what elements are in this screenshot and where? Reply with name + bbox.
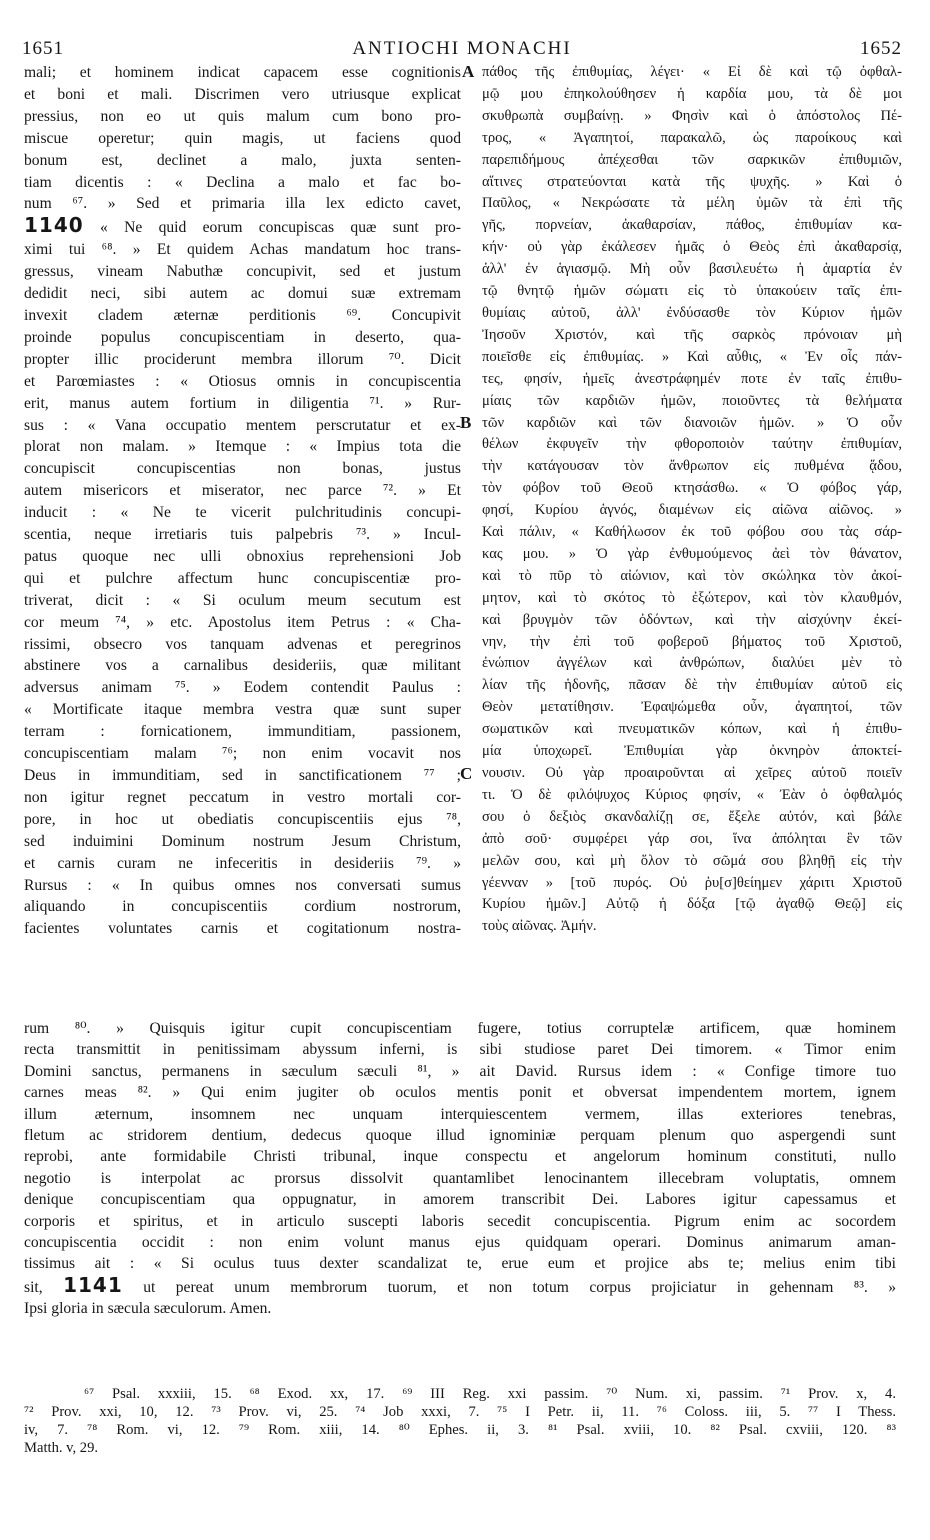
text-line: μία ὑποχωρεῖ. Ἐπιθυμίαι γὰρ ὀκνηρὸν ἀποκτεί- <box>482 743 902 760</box>
text-line: rum ⁸⁰. » Quisquis igitur cupit concupiscentiam fugere, totius corruptelæ artificem, quæ hominem <box>24 1020 896 1037</box>
text-line: facientes voluntates carnis et cogitationum nostra- <box>24 920 461 938</box>
text-line: λίαν τῆς ἡδονῆς, πᾶσαν δὲ τὴν ἐπιθυμίαν αὐτοῦ εἰς <box>482 677 902 694</box>
text-line: cor meum ⁷⁴, » etc. Apostolus item Petrus : « Cha- <box>24 613 461 631</box>
text-line: μίαις τῶν καρδιῶν ἡμῶν, ποιοῦντες τὰ θελήματα <box>482 392 902 409</box>
text-line: « Mortificate itaque membra vestra quæ sunt super <box>24 701 461 719</box>
text-line: θέλων ἐκφυγεῖν τὴν φθοροποιὸν ταύτην ἐπιθυμίαν, <box>482 436 902 453</box>
text-line: νουσιν. Οὐ γὰρ προαιροῦνται αἱ χεῖρες αὐτοῦ ποιεῖν <box>482 765 902 781</box>
text-line: ποιεῖσθε εἰς ἐπιθυμίας. » Καὶ αὖθις, « Ἐν οἷς πάν- <box>482 348 902 365</box>
text-line: denique concupiscentiam qua oppugnatur, in amorem transcribit Dei. Labores igitur capessamus et <box>24 1191 896 1209</box>
right-column-number: 1652 <box>860 38 902 59</box>
column-marker-1141: 1141 <box>63 1274 123 1297</box>
text-line: πάθος τῆς ἐπιθυμίας, λέγει· « Εἰ δὲ καὶ τῷ ὀφθαλ- <box>482 64 902 80</box>
text-line: triverat, dicit : « Si oculum meum secutum est <box>24 591 461 609</box>
text-line: sus : « Vana occupatio mentem perscrutatur et ex- <box>24 416 461 434</box>
margin-letter-c: C <box>460 764 473 783</box>
text-line: carnes meas ⁸². » Qui enim jugiter ob oculos mentis ponit et obversat impendentem mortem, ignem <box>24 1084 896 1102</box>
text-line: σου ὁ δεξιὸς σκανδαλίζῃ σε, ἔξελε αὐτόν, καὶ βάλε <box>482 808 902 825</box>
text-line: plorat non malam. » Itemque : « Impius tota die <box>24 438 461 456</box>
text-line: patus quoque nec ulli obnoxius reprehensioni Job <box>24 547 461 565</box>
text-line: reprobi, ante formidabile Christi tribunal, inque conspectu et angelorum hominum constituti, nullo <box>24 1148 896 1166</box>
text-line: illum æternum, insomnem nec unquam interquiescentem vermem, illas exteriores tenebras, <box>24 1105 896 1123</box>
text-line: τῶν καρδιῶν καὶ τῶν διανοιῶν ἡμῶν. » Ὁ οὖν <box>482 414 902 431</box>
text-line: tissimus ait : « Si oculus tuus dexter scandalizat te, erue eum et projice abs te; melius enim tibi <box>24 1255 896 1273</box>
text-line: θυμίαις αὐτοῦ, ἀλλ' ἐνδύσασθε τὸν Κύριον ἡμῶν <box>482 304 902 321</box>
margin-letter-a: A <box>462 62 475 81</box>
text-line: Κυρίου ἡμῶν.] Αὐτῷ ἡ δόξα [τῷ ἀγαθῷ Θεῷ] εἰς <box>482 896 902 913</box>
text-line: propter illic prociderunt membra illorum ⁷⁰. Dicit <box>24 350 461 368</box>
text-line: καὶ βρυγμὸν τῶν ὀδόντων, καὶ τὴν αἰσχύνην ἐκεί- <box>482 611 902 628</box>
text-line: σωματικῶν καὶ πνευματικῶν κόπων, καὶ ἡ ἐπιθυ- <box>482 721 902 738</box>
column-marker-1140: 1140 <box>24 215 84 238</box>
running-title: ANTIOCHI MONACHI <box>352 38 572 59</box>
text-line: ximi tui ⁶⁸. » Et quidem Achas mandatum hoc trans- <box>24 241 461 259</box>
text-line: Domini sanctus, permanens in sæculum sæculi ⁸¹, » ait David. Rursus idem : « Confige timore tuo <box>24 1062 896 1080</box>
text-line-last: Ipsi gloria in sæcula sæculorum. Amen. <box>24 1300 272 1318</box>
text-line: μῷ μου ἐπηκολούθησεν ἡ καρδία μου, τὰ δὲ μοι <box>482 85 902 102</box>
text-line: iv, 7. ⁷⁸ Rom. vi, 12. ⁷⁹ Rom. xiii, 14. ⁸⁰ Ephes. ii, 3. ⁸¹ Psal. xviii, 10. ⁸² Psal. cxviii, 120. ⁸³ <box>24 1422 896 1438</box>
text-line: τοὺς αἰῶνας. Ἀμήν. <box>482 918 597 935</box>
text-line: ἀλλ' ἐν ἁγιασμῷ. Μὴ οὖν βασιλευέτω ἡ ἁμαρτία ἐν <box>482 261 902 278</box>
text-line: terram : fornicationem, immunditiam, passionem, <box>24 723 461 741</box>
text-line: ⁶⁷ Psal. xxxiii, 15. ⁶⁸ Exod. xx, 17. ⁶⁹ III Reg. xxi passim. ⁷⁰ Num. xi, passim. ⁷¹ Prov. x, 4. <box>84 1386 896 1402</box>
text-line: tiam dicentis : « Declina a malo et fac bo- <box>24 173 461 191</box>
text-line: τες, φησίν, ἡμεῖς ἀνεστράφημέν ποτε ἐν ταῖς ἐπιθυ- <box>482 370 902 387</box>
page-header <box>22 38 902 64</box>
text-line: invexit cladem æternæ perditionis ⁶⁹. Concupivit <box>24 306 461 324</box>
text-line: num ⁶⁷. » Sed et primaria illa lex edicto cavet, <box>24 195 461 213</box>
text-line: τὸν φόβον τοῦ Θεοῦ κτησάσθω. « Ὁ φόβος γάρ, <box>482 480 902 497</box>
text-line: aliquando in concupiscentiis cordium nostrorum, <box>24 898 461 916</box>
text-line: concupiscentiam malam ⁷⁶; non enim vocavit nos <box>24 745 461 763</box>
text-line <box>24 215 461 239</box>
text-line: proinde populus concupiscentiam in deserto, qua- <box>24 328 461 346</box>
margin-letter-b: B <box>460 413 472 432</box>
text-line: scentia, neque irretiaris tuis palpebris ⁷³. » Incul- <box>24 526 461 544</box>
text-line: σκυθρωπὰ συμβαίνῃ. » Φησὶν καὶ ὁ ἀπόστολος Πέ- <box>482 107 902 124</box>
text-line: παρεπιδήμους ἀπέχεσθαι τῶν σαρκικῶν ἐπιθυμιῶν, <box>482 151 902 168</box>
text-line: Ἰησοῦν Χριστόν, καὶ τῆς σαρκὸς πρόνοιαν μὴ <box>482 326 902 343</box>
text-line <box>24 1275 896 1298</box>
text-line: bonum est, declinet a malo, juxta senten- <box>24 151 461 169</box>
text-line: fletum ac stridorem dentium, dedecus quoque illud ignominiæ perquam plenum quo aspergendi sunt <box>24 1127 896 1145</box>
left-column-number: 1651 <box>22 38 64 59</box>
text-line: γῆς, πορνείαν, ἀκαθαρσίαν, πάθος, ἐπιθυμίαν κα- <box>482 217 902 234</box>
text-line-suffix: ut pereat unum membrorum tuorum, et non totum corpus projiciatur in gehennam ⁸³. » <box>143 1278 896 1296</box>
text-line: recta transmittit in penitissimam abyssum inferni, is sibi studiose paret Dei timorem. « Timor enim <box>24 1041 896 1059</box>
text-line: pressius, non eo ut quis malum cum bono pro- <box>24 107 461 125</box>
text-line: concupiscentia occidit : non enim volunt manus ejus quidquam operari. Dominus animarum aman- <box>24 1234 896 1252</box>
text-line: νην, τὴν ἐπὶ τοῦ φοβεροῦ βήματος τοῦ Χριστοῦ, <box>482 633 902 650</box>
text-line: τι. Ὁ δὲ φιλόψυχος Κύριος φησίν, « Ἐὰν ὁ ὀφθαλμός <box>482 786 902 803</box>
text-line: qui et pulchre affectum hunc concupiscentiæ pro- <box>24 569 461 587</box>
text-line: mali; et hominem indicat capacem esse cognitionis <box>24 64 461 81</box>
latin-column <box>24 62 461 940</box>
text-line: et Parœmiastes : « Otiosus omnis in concupiscentia <box>24 372 461 390</box>
text-line: et boni et mali. Discrimen vero utriusque explicat <box>24 85 461 103</box>
text-line: αἵτινες στρατεύονται κατὰ τῆς ψυχῆς. » Καὶ ὁ <box>482 173 902 190</box>
text-line: gressus, vineam Nabuthæ concupivit, sed et justum <box>24 263 461 281</box>
text-line: Matth. v, 29. <box>24 1440 99 1456</box>
text-line: κήν· οὐ γὰρ ἐκάλεσεν ἡμᾶς ὁ Θεὸς ἐπὶ ἀκαθαρσίᾳ, <box>482 239 902 256</box>
text-line: Θεὸν μετατίθησιν. Ἐφαψώμεθα οὖν, ἀγαπητοί, τῶν <box>482 699 902 716</box>
footnotes <box>24 1385 896 1457</box>
text-line-prefix: sit, <box>24 1278 43 1296</box>
text-line: ἐνώπιον ἀγγέλων καὶ ἀνθρώπων, διαλύει μὲν τὸ <box>482 655 902 672</box>
text-line: corporis et spiritus, et in articulo suscepti laboris secedit concupiscentia. Pigrum enim ac socordem <box>24 1212 896 1230</box>
text-line: μητον, καὶ τὸ σκότος τὸ ἐξώτερον, καὶ τὸν κλαυθμόν, <box>482 589 902 606</box>
text-line: φησί, Κυρίου ἁγνός, διαμένων εἰς αἰῶνα αἰῶνος. » <box>482 502 902 519</box>
greek-column <box>482 62 902 938</box>
text-line: negotio is interpolat ac prorsus dissolvit quantamlibet lenocinantem illecebram voluptatis, omnem <box>24 1169 896 1187</box>
text-line: pore, in hoc ut obediatis concupiscentiis ejus ⁷⁸, <box>24 810 461 828</box>
text-line: inducit : « Ne te vicerit pulchritudinis concupi- <box>24 504 461 522</box>
text-line: Καὶ πάλιν, « Καθήλωσον ἐκ τοῦ φόβου σου τὰς σάρ- <box>482 524 902 541</box>
text-line: dedidit neci, sibi autem ac domui suæ extremam <box>24 285 461 303</box>
text-line-content: « Ne quid eorum concupiscas quæ sunt pro- <box>99 219 461 237</box>
text-line: τὴν κατάγουσαν τὸν ἄνθρωπον εἰς πυθμένα ᾅδου, <box>482 458 902 475</box>
text-line: τῷ θνητῷ ἡμῶν σώματι εἰς τὸ ὑπακούειν ταῖς ἐπι- <box>482 283 902 300</box>
text-line: et carnis curam ne infeceritis in desideriis ⁷⁹. » <box>24 854 461 872</box>
text-line: non igitur regnet peccatum in vestro mortali cor- <box>24 788 461 806</box>
text-line: ⁷² Prov. xxi, 10, 12. ⁷³ Prov. vi, 25. ⁷⁴ Job xxxi, 7. ⁷⁵ I Petr. ii, 11. ⁷⁶ Coloss. iii, 5. ⁷⁷ I Thess. <box>24 1404 896 1420</box>
text-line: μελῶν σου, καὶ μὴ ὅλον τὸ σῶμά σου βληθῇ εἰς τὴν <box>482 852 902 869</box>
text-line: γέενναν » [τοῦ πυρός. Οὐ ῥυ[σ]θείημεν χάριτι Χριστοῦ <box>482 874 902 891</box>
text-line: sed induimini Dominum nostrum Jesum Christum, <box>24 832 461 850</box>
text-line: rissimi, obsecro vos tanquam advenas et peregrinos <box>24 635 461 653</box>
text-line: Παῦλος, « Νεκρώσατε τὰ μέλη ὑμῶν τὰ ἐπὶ τῆς <box>482 195 902 212</box>
text-line: concupiscit concupiscentias non bonas, justus <box>24 460 461 478</box>
text-line: τρος, « Ἀγαπητοί, παρακαλῶ, ὡς παροίκους καὶ <box>482 129 902 146</box>
text-line: ἀπὸ σοῦ· συμφέρει γάρ σοι, ἵνα ἀπόληται ἓν τῶν <box>482 830 902 847</box>
text-line: κας μου. » Ὁ γὰρ ἐνθυμούμενος ἀεὶ τὸν θάνατον, <box>482 545 902 562</box>
text-line: miscue operetur; quin magis, ut faciens quod <box>24 129 461 147</box>
full-width-text <box>24 1018 896 1320</box>
text-line: καὶ τὸ πῦρ τὸ αἰώνιον, καὶ τὸν σκώληκα τὸν ἀκοί- <box>482 567 902 584</box>
text-line: adversus animam ⁷⁵. » Eodem contendit Paulus : <box>24 679 461 697</box>
text-line: abstinere vos a carnalibus desideriis, quæ militant <box>24 657 461 675</box>
text-line: autem misericors et miserator, nec parce ⁷². » Et <box>24 482 461 500</box>
text-line: Deus in immunditiam, sed in sanctificationem ⁷⁷ ; <box>24 767 461 784</box>
text-line: erit, manus autem fortium in diligentia ⁷¹. » Rur- <box>24 394 461 412</box>
text-line: Rursus : « In quibus omnes nos conversati sumus <box>24 876 461 894</box>
